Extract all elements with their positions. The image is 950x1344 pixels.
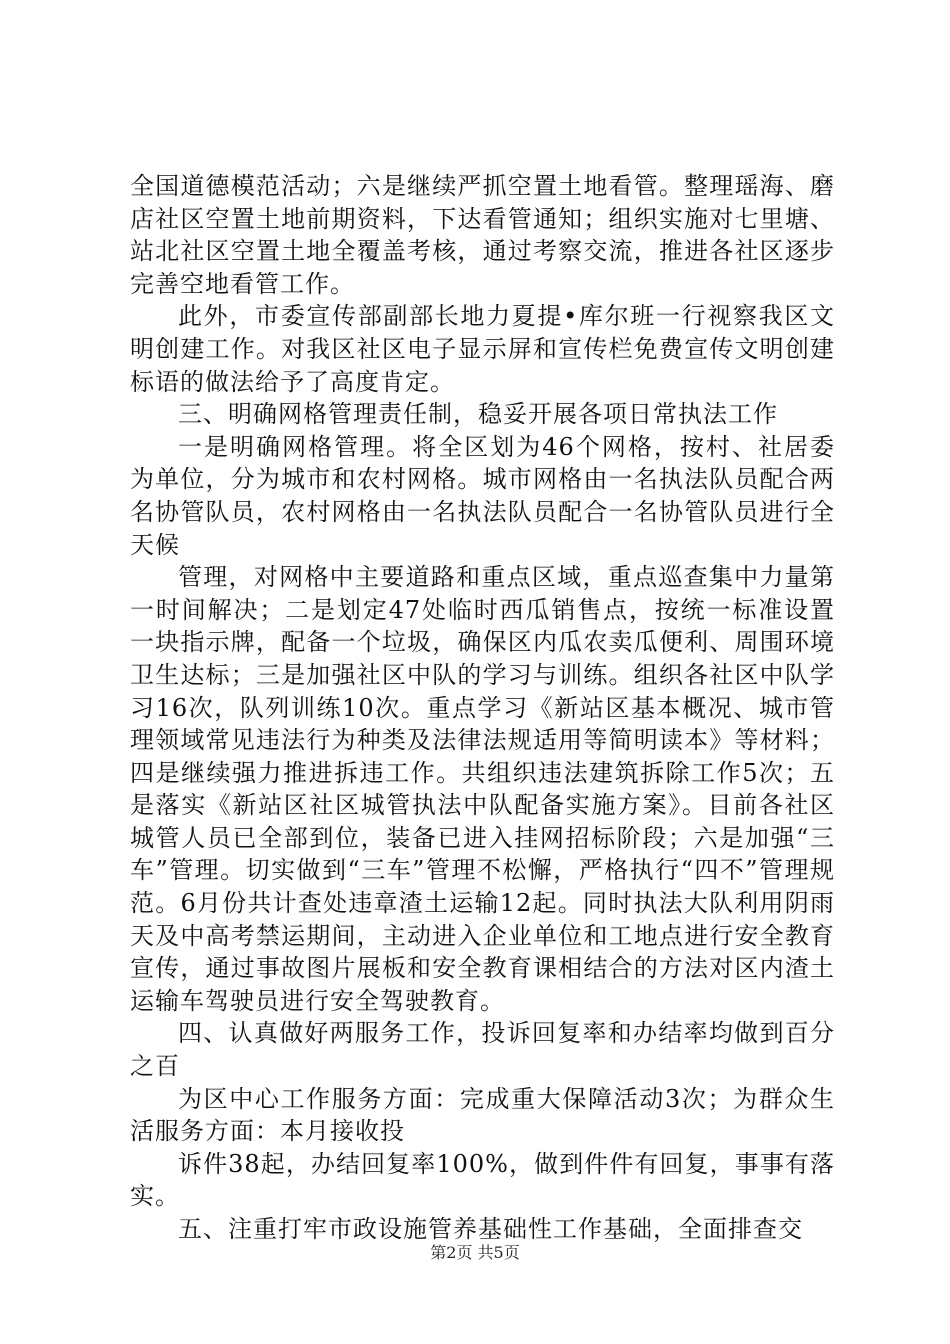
page-number-footer: 第2页 共5页 (430, 1243, 520, 1262)
document-body (130, 170, 835, 1246)
paragraph-4: 一是明确网格管理。将全区划为46个网格，按村、社居委为单位，分为城市和农村网格。城市网格由一名执法队员配合两名协管队员，农村网格由一名执法队员配合一名协管队员进行全天候 (130, 432, 835, 559)
paragraph-8: 诉件38起，办结回复率100%，做到件件有回复，事事有落实。 (130, 1149, 835, 1211)
paragraph-5: 管理，对网格中主要道路和重点区域，重点巡查集中力量第一时间解决；二是划定47处临时西瓜销售点，按统一标准设置一块指示牌，配备一个垃圾，确保区内瓜农卖瓜便利、周围环境卫生达标；三是加强社区中队的学习与训练。组织各社区中队学习16次，队列训练10次。重点学习《新站区基本概况、城市管理领域常见违法行为种类及法律法规适用等简明读本》等材料；四是继续强力推进拆违工作。共组织违法建筑拆除工作5次；五是落实《新站区社区城管执法中队配备实施方案》。目前各社区城管人员已全部到位，装备已进入挂网招标阶段；六是加强“三车”管理。切实做到“三车”管理不松懈，严格执行“四不”管理规范。6月份共计查处违章渣土运输12起。同时执法大队利用阴雨天及中高考禁运期间，主动进入企业单位和工地点进行安全教育宣传，通过事故图片展板和安全教育课相结合的方法对区内渣土运输车驾驶员进行安全驾驶教育。 (130, 563, 835, 1015)
paragraph-1: 全国道德模范活动；六是继续严抓空置土地看管。整理瑶海、磨店社区空置土地前期资料，下达看管通知；组织实施对七里塘、站北社区空置土地全覆盖考核，通过考察交流，推进各社区逐步完善空地看管工作。 (130, 172, 835, 298)
section-heading-4: 四、认真做好两服务工作，投诉回复率和办结率均做到百分之百 (130, 1019, 835, 1081)
section-heading-5: 五、注重打牢市政设施管养基础性工作基础，全面排查交 (178, 1215, 803, 1243)
section-heading-3: 三、明确网格管理责任制，稳妥开展各项日常执法工作 (178, 400, 778, 429)
paragraph-7: 为区中心工作服务方面：完成重大保障活动3次；为群众生活服务方面：本月接收投 (130, 1084, 835, 1146)
paragraph-2: 此外，市委宣传部副部长地力夏提•库尔班一行视察我区文明创建工作。对我区社区电子显示屏和宣传栏免费宣传文明创建标语的做法给予了高度肯定。 (130, 302, 835, 396)
